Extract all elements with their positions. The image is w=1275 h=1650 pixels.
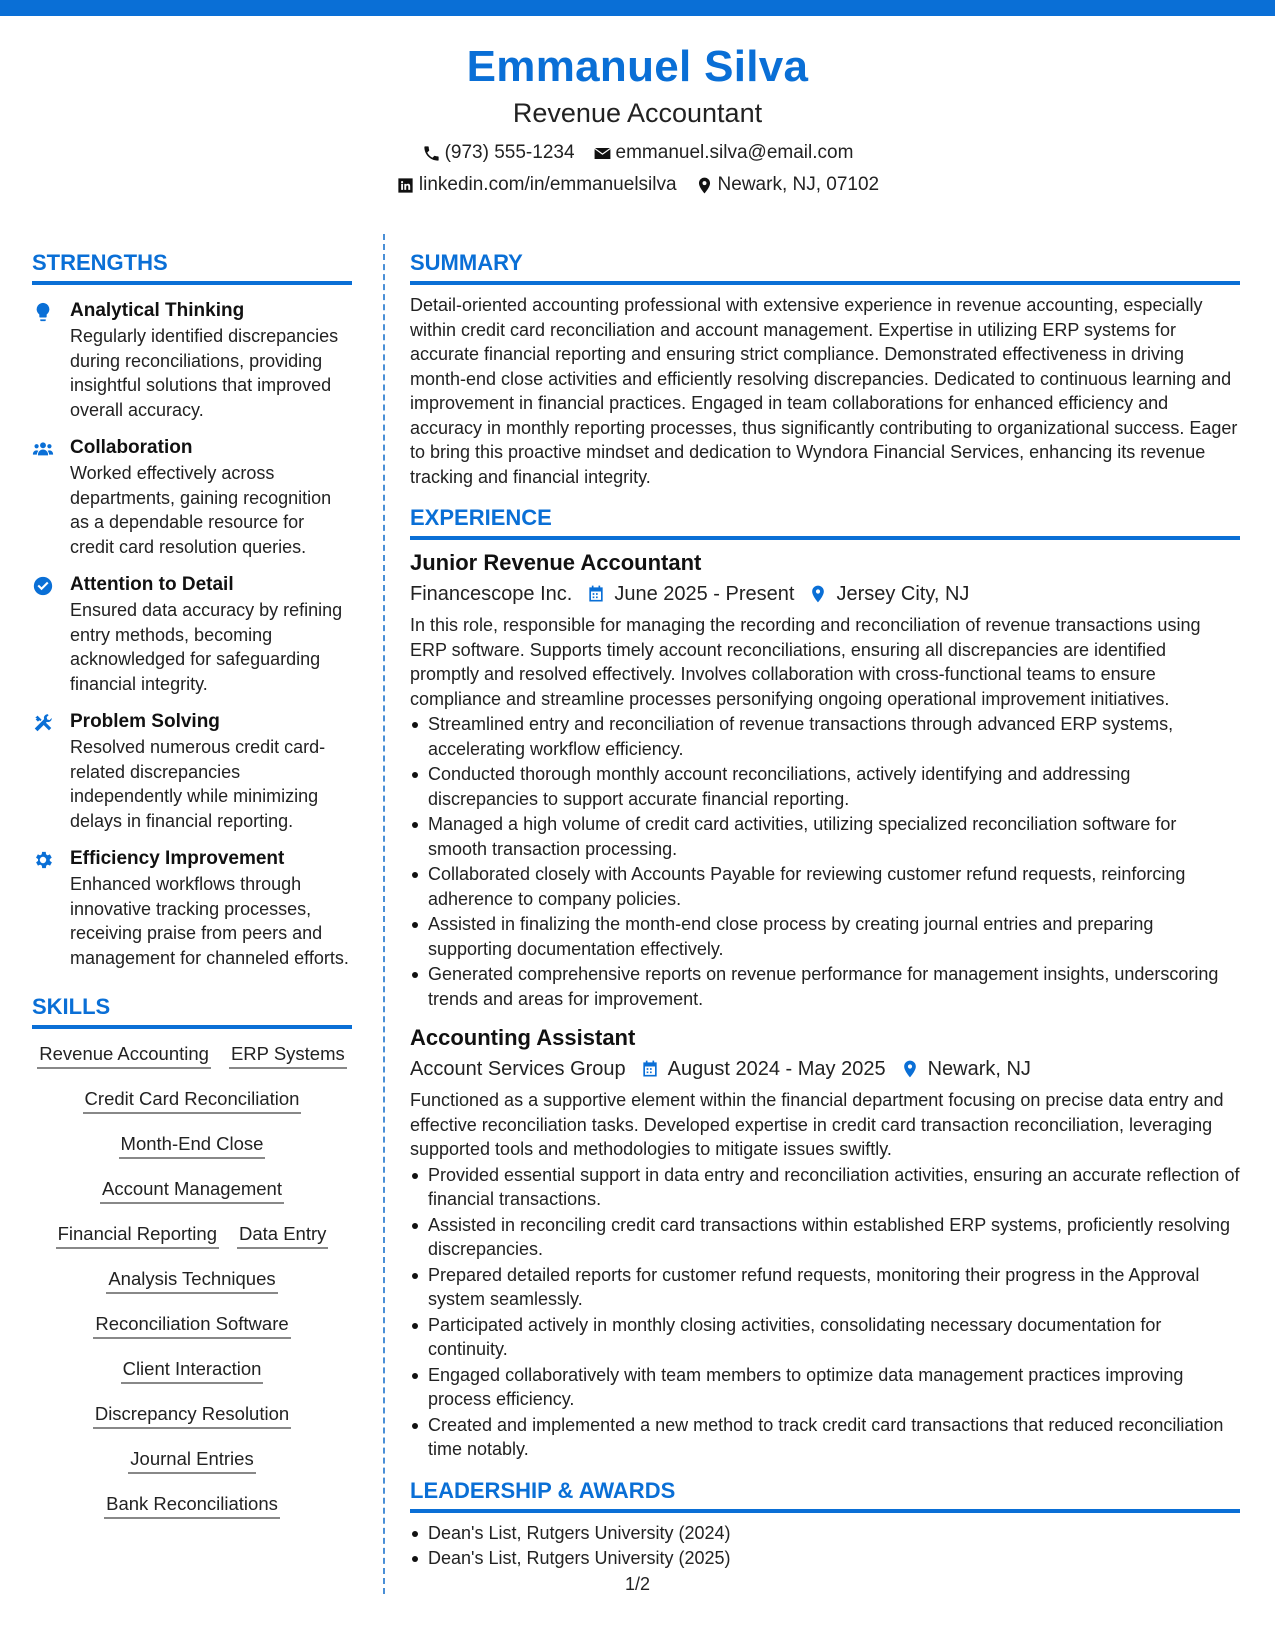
strength-item xyxy=(32,847,352,970)
map-pin-icon xyxy=(808,584,828,604)
strength-desc: Enhanced workflows through innovative tracking processes, receiving praise from peers and management for channeled efforts. xyxy=(70,874,349,968)
skill-tag: Reconciliation Software xyxy=(93,1313,290,1339)
skill-tag: Bank Reconciliations xyxy=(104,1493,280,1519)
strength-title: Collaboration xyxy=(70,437,193,458)
skill-tag: Data Entry xyxy=(237,1223,328,1249)
skill-tag: Journal Entries xyxy=(128,1448,255,1474)
job-description: Functioned as a supportive element within the financial department focusing on precise data entry and effective reconciliation tasks. Developed expertise in credit card transaction reconciliation, leveraging supported tools and methodologies to mitigate issues swiftly. xyxy=(410,1090,1224,1159)
contact-linkedin[interactable] xyxy=(396,172,677,198)
strength-desc: Ensured data accuracy by refining entry methods, becoming acknowledged for safeguarding financial integrity. xyxy=(70,600,343,694)
top-accent-bar xyxy=(0,0,1275,16)
bullet-item: Prepared detailed reports for customer refund requests, monitoring their progress in the Approval system seamlessly. xyxy=(410,1263,1240,1312)
skills-list xyxy=(32,1043,352,1519)
skill-tag: Analysis Techniques xyxy=(106,1268,277,1294)
bullet-item: Provided essential support in data entry and reconciliation activities, ensuring an accurate reflection of financial transactions. xyxy=(410,1163,1240,1212)
users-icon xyxy=(32,438,54,460)
tools-icon xyxy=(32,712,54,734)
candidate-role: Revenue Accountant xyxy=(512,98,763,128)
strength-title: Attention to Detail xyxy=(70,574,234,595)
linkedin-text: linkedin.com/in/emmanuelsilva xyxy=(418,174,677,195)
strength-item xyxy=(32,436,352,559)
job-dates: June 2025 - Present xyxy=(614,583,795,605)
skill-tag: Client Interaction xyxy=(121,1358,264,1384)
bullet-item: Created and implemented a new method to track credit card transactions that reduced reconciliation time notably. xyxy=(410,1413,1240,1462)
job-entry xyxy=(410,548,1240,1011)
job-meta xyxy=(410,1055,1240,1083)
page-number: 1/2 xyxy=(624,1574,651,1594)
skill-tag: Revenue Accounting xyxy=(37,1043,211,1069)
strength-item xyxy=(32,573,352,696)
bullet-item: Conducted thorough monthly account reconciliations, actively identifying and addressing discrepancies to support accurate financial reporting. xyxy=(410,762,1240,811)
right-column xyxy=(410,248,1240,1572)
strength-item xyxy=(32,710,352,833)
strength-item xyxy=(32,299,352,422)
strength-title: Efficiency Improvement xyxy=(70,848,285,869)
strength-desc: Regularly identified discrepancies during reconciliations, providing insightful solutions that improved overall accuracy. xyxy=(70,326,339,420)
lightbulb-icon xyxy=(32,301,54,323)
job-description: In this role, responsible for managing the recording and reconciliation of revenue transactions using ERP software. Supports timely account reconciliations, ensuring all discrepancies are identified promptly and resolved effectively. Involves collaboration with cross-functional teams to ensure compliance and streamline processes personifying ongoing operational improvement initiatives. xyxy=(410,615,1201,709)
job-bullets xyxy=(410,1163,1240,1462)
job-company: Account Services Group xyxy=(410,1058,626,1080)
job-title: Junior Revenue Accountant xyxy=(410,550,702,575)
job-bullets xyxy=(410,712,1240,1011)
bullet-item: Engaged collaboratively with team members to optimize data management practices improving process efficiency. xyxy=(410,1363,1240,1412)
strengths-heading: STRENGTHS xyxy=(32,248,352,285)
skills-heading: SKILLS xyxy=(32,992,352,1029)
job-location: Jersey City, NJ xyxy=(836,583,970,605)
calendar-icon xyxy=(586,584,606,604)
skill-tag: Discrepancy Resolution xyxy=(93,1403,291,1429)
phone-text: (973) 555-1234 xyxy=(444,142,575,163)
map-pin-icon xyxy=(900,1059,920,1079)
contact-row-1 xyxy=(0,140,1275,166)
strength-desc: Resolved numerous credit card-related discrepancies independently while minimizing delays in financial reporting. xyxy=(70,737,326,831)
email-icon xyxy=(593,144,612,163)
skill-tag: Financial Reporting xyxy=(56,1223,219,1249)
summary-text: Detail-oriented accounting professional with extensive experience in revenue accounting, especially within credit card reconciliation and account management. Expertise in utilizing ERP systems for accurate financial reporting and ensuring strict compliance. Demonstrated effectiveness in driving month-end close activities and efficiently resolving discrepancies. Dedicated to continuous learning and improvement in financial practices. Engaged in team collaborations for enhanced efficiency and accuracy in monthly reporting processes, thus significantly contributing to organizational success. Eager to bring this proactive mindset and dedication to Wyndora Financial Services, enhancing its revenue tracking and financial integrity. xyxy=(410,295,1238,487)
bullet-item: Participated actively in monthly closing activities, consolidating necessary documentation for continuity. xyxy=(410,1313,1240,1362)
bullet-item: Assisted in reconciling credit card transactions within established ERP systems, proficiently resolving discrepancies. xyxy=(410,1213,1240,1262)
job-title: Accounting Assistant xyxy=(410,1025,636,1050)
skill-tag: ERP Systems xyxy=(229,1043,347,1069)
location-text: Newark, NJ, 07102 xyxy=(717,174,880,195)
contact-location xyxy=(695,172,880,198)
bullet-item: Managed a high volume of credit card activities, utilizing specialized reconciliation software for smooth transaction processing. xyxy=(410,812,1240,861)
award-item: Dean's List, Rutgers University (2024) xyxy=(410,1521,1240,1546)
email-text: emmanuel.silva@email.com xyxy=(615,142,854,163)
experience-heading: EXPERIENCE xyxy=(410,503,1240,540)
summary-heading: SUMMARY xyxy=(410,248,1240,285)
contact-phone[interactable] xyxy=(422,140,575,166)
strength-title: Analytical Thinking xyxy=(70,300,245,321)
bullet-item: Assisted in finalizing the month-end close process by creating journal entries and preparing supporting documentation effectively. xyxy=(410,912,1240,961)
phone-icon xyxy=(422,144,441,163)
strength-desc: Worked effectively across departments, gaining recognition as a dependable resource for credit card resolution queries. xyxy=(70,463,332,557)
job-entry xyxy=(410,1023,1240,1462)
bullet-item: Streamlined entry and reconciliation of revenue transactions through advanced ERP systems, accelerating workflow efficiency. xyxy=(410,712,1240,761)
job-company: Financescope Inc. xyxy=(410,583,573,605)
linkedin-icon xyxy=(396,176,415,195)
job-dates: August 2024 - May 2025 xyxy=(667,1058,886,1080)
contact-row-2 xyxy=(0,172,1275,198)
calendar-icon xyxy=(640,1059,660,1079)
skill-tag: Month-End Close xyxy=(119,1133,266,1159)
bullet-item: Generated comprehensive reports on revenue performance for management insights, underscoring trends and areas for improvement. xyxy=(410,962,1240,1011)
awards-list xyxy=(410,1521,1240,1571)
strength-title: Problem Solving xyxy=(70,711,220,732)
skill-tag: Account Management xyxy=(100,1178,284,1204)
map-pin-icon xyxy=(695,176,714,195)
resume-header xyxy=(0,40,1275,198)
bullet-item: Collaborated closely with Accounts Payable for reviewing customer refund requests, reinforcing adherence to company policies. xyxy=(410,862,1240,911)
check-circle-icon xyxy=(32,575,54,597)
contact-email[interactable] xyxy=(593,140,854,166)
gear-icon xyxy=(32,849,54,871)
job-location: Newark, NJ xyxy=(927,1058,1031,1080)
column-divider xyxy=(383,234,385,1594)
award-item: Dean's List, Rutgers University (2025) xyxy=(410,1546,1240,1571)
candidate-name: Emmanuel Silva xyxy=(466,42,809,91)
awards-heading: LEADERSHIP & AWARDS xyxy=(410,1476,1240,1513)
job-meta xyxy=(410,580,1240,608)
skill-tag: Credit Card Reconciliation xyxy=(83,1088,302,1114)
left-column xyxy=(32,248,352,1519)
